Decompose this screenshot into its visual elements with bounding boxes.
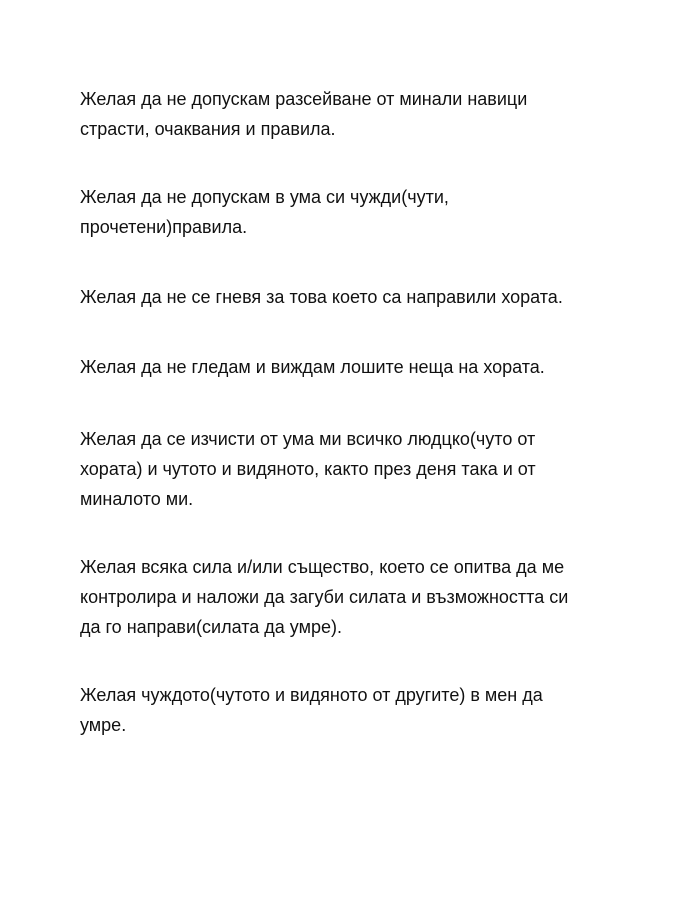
paragraph-5 xyxy=(80,424,620,514)
paragraph-line: Желая всяка сила и/или същество, което се опитва да ме xyxy=(80,557,565,577)
paragraph-line: Желая да се изчисти от ума ми всичко людцко(чуто от xyxy=(80,429,536,449)
paragraph-line: контролира и наложи да загуби силата и възможността си xyxy=(80,587,569,607)
paragraph-line: прочетени)правила. xyxy=(80,217,248,237)
paragraph-line: Желая да не се гневя за това което са направили хората. xyxy=(80,287,563,307)
paragraph-1 xyxy=(80,84,620,144)
paragraph-line: да го направи(силата да умре). xyxy=(80,617,342,637)
paragraph-line: хората) и чутото и видяното, както през деня така и от xyxy=(80,459,536,479)
paragraph-line: умре. xyxy=(80,715,127,735)
paragraph-line: Желая да не допускам разсейване от минали навици xyxy=(80,89,528,109)
paragraph-line: Желая да не допускам в ума си чужди(чути, xyxy=(80,187,449,207)
paragraph-line: миналото ми. xyxy=(80,489,194,509)
paragraph-2 xyxy=(80,182,620,242)
paragraph-3 xyxy=(80,282,620,312)
paragraph-line: Желая да не гледам и виждам лошите неща на хората. xyxy=(80,357,545,377)
paragraph-7 xyxy=(80,680,620,740)
paragraph-4 xyxy=(80,352,620,382)
paragraph-line: Желая чуждото(чутото и видяното от другите) в мен да xyxy=(80,685,543,705)
paragraph-6 xyxy=(80,552,620,642)
paragraph-line: страсти, очаквания и правила. xyxy=(80,119,336,139)
